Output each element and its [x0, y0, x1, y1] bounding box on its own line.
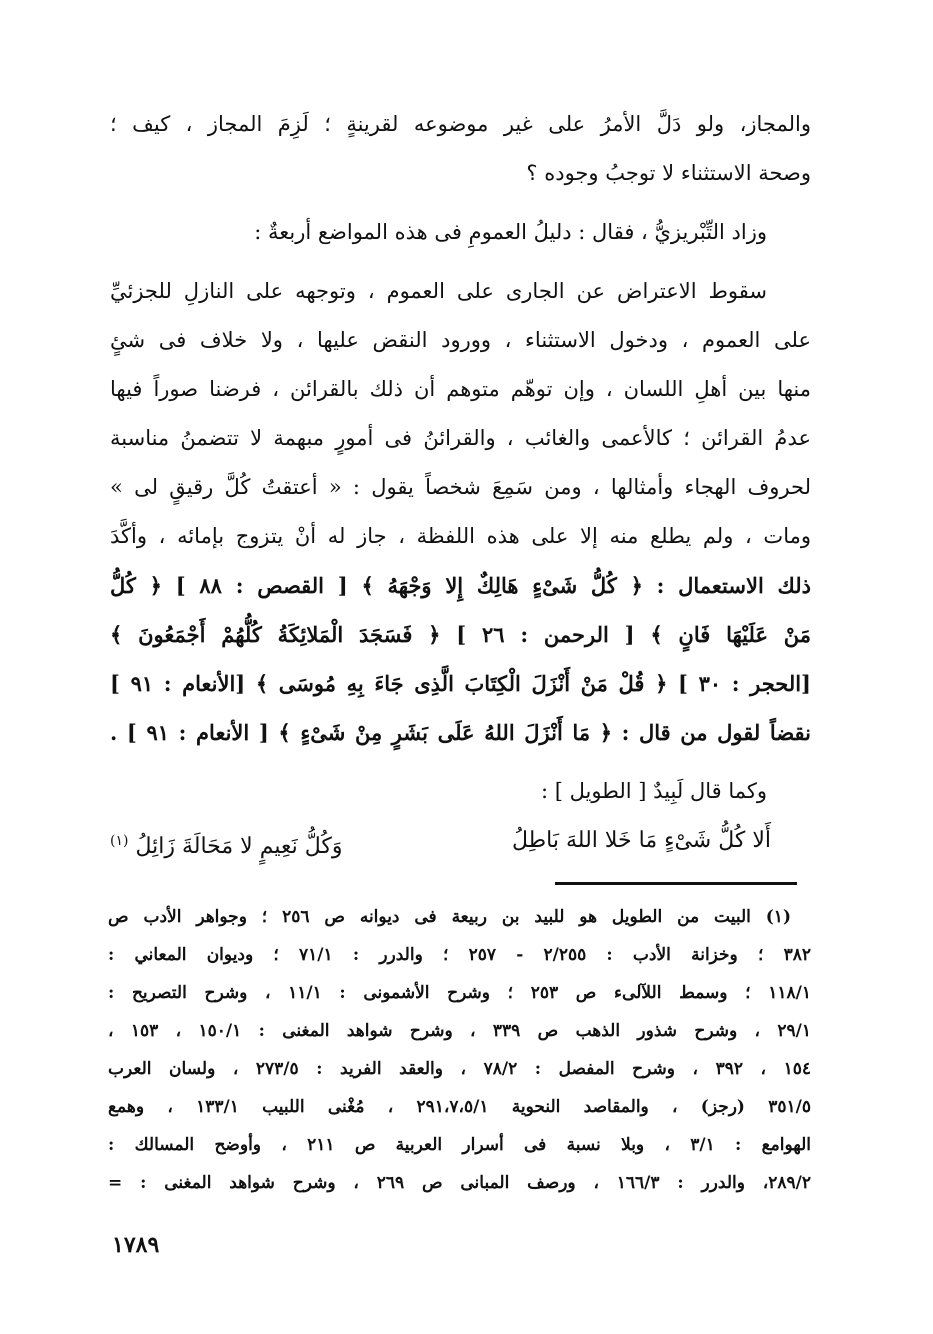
- footnotes: [108, 898, 811, 1202]
- footnote-line: ٢٨٩/٢، والدرر : ١٦٦/٣ ، ورصف المبانى ص ٢٦٩ ، وشرح شواهد المغنى : =: [108, 1173, 811, 1193]
- verse-hemistich-second: وَكُلُّ نَعِيمٍ لا مَحَالَةَ زَائِلُ $^{(١)}$: [110, 833, 343, 860]
- footnote-line: الهوامع : ٣/١ ، وبلا نسبة فى أسرار العربية ص ٢١١ ، وأوضح المسالك :: [108, 1135, 811, 1155]
- footnote-line: ٣٥١/٥ (رجز) ، والمقاصد النحوية ٢٩١،٧،٥/١ ، مُغْنى اللبيب ١٣٣/١ ، وهمع: [108, 1097, 811, 1117]
- footnote-line: (١) البيت من الطويل هو للبيد بن ربيعة فى ديوانه ص ٢٥٦ ؛ وجواهر الأدب ص: [108, 907, 791, 927]
- text-line: وصحة الاستثناء لا توجبُ وجوده ؟: [526, 161, 811, 185]
- text-line: منها بين أهلِ اللسان ، وإن توهّم متوهم أن ذلك بالقرائن ، فرضنا صوراً فيها: [110, 377, 811, 401]
- paragraph-gap: [110, 198, 811, 208]
- text-line: وكما قال لَبِيدٌ [ الطويل ] :: [540, 779, 767, 803]
- text-line: ومات ، ولم يطلع منه إلا على هذه اللفظة ، جاز له أنْ يتزوج بإمائه ، وأكَّدَ: [110, 524, 811, 548]
- paragraph-gap: [110, 757, 811, 767]
- footnote-line: ١٥٤ ، ٣٩٢ ، وشرح المفصل : ٧٨/٢ ، والعقد الفريد : ٢٧٣/٥ ، ولسان العرب: [108, 1059, 811, 1079]
- paragraph-gap: [110, 257, 811, 267]
- verse-hemistich-first: أَلا كُلُّ شَىْءٍ مَا خَلا اللهَ بَاطِلُ: [512, 828, 771, 853]
- text-line: والمجاز، ولو دَلَّ الأمرُ على غير موضوعه لقرينةٍ ؛ لَزِمَ المجاز ، كيف ؛: [110, 112, 811, 136]
- footnote-reference: (١): [110, 833, 129, 849]
- text-line-quran: مَنْ عَلَيْهَا فَانٍ ﴾ [ الرحمن : ٢٦ ] ﴿ فَسَجَدَ الْمَلائِكَةُ كُلُّهُمْ أَجْمَعُونَ ﴾: [110, 622, 811, 647]
- text-line: عدمُ القرائن ؛ كالأعمى والغائب ، والقرائنُ فى أمورٍ مبهمة لا تتضمنُ مناسبة: [110, 426, 811, 450]
- text-line: سقوط الاعتراض عن الجارى على العموم ، وتوجهه على النازلِ للجزئيِّ: [110, 279, 767, 303]
- text-line-quran: [الحجر : ٣٠ ] ﴿ قُلْ مَنْ أَنْزَلَ الْكِتَابَ الَّذِى جَاءَ بِهِ مُوسَى ﴾ [الأنعام : ٩١ ]: [110, 671, 811, 696]
- footnote-line: ٢٩/١ ، وشرح شذور الذهب ص ٣٣٩ ، وشرح شواهد المغنى : ١٥٠/١ ، ١٥٣ ،: [108, 1021, 811, 1041]
- text-line-quran: ذلك الاستعمال : ﴿ كُلُّ شَىْءٍ هَالِكٌ إِلا وَجْهَهُ ﴾ [ القصص : ٨٨ ] ﴿ كُلُّ: [110, 573, 811, 598]
- footnote-line: ٣٨٢ ؛ وخزانة الأدب : ٢/٢٥٥ - ٢٥٧ ؛ والدرر : ٧١/١ ؛ وديوان المعاني :: [108, 945, 811, 965]
- text-line-quran: نقضاً لقول من قال : ﴿ مَا أَنْزَلَ اللهُ عَلَى بَشَرٍ مِنْ شَىْءٍ ﴾ [ الأنعام : ٩١ ] .: [110, 720, 811, 745]
- text-line: وزاد التِّبْريزيُّ ، فقال : دليلُ العمومِ فى هذه المواضع أربعةٌ :: [254, 220, 767, 244]
- footnote-line: ١١٨/١ ؛ وسمط اللآلىء ص ٢٥٣ ؛ وشرح الأشمونى : ١١/١ ، وشرح التصريح :: [108, 983, 811, 1003]
- footnote-separator: [555, 882, 797, 885]
- poetry-verse: [110, 816, 811, 866]
- main-text: [110, 100, 811, 866]
- text-line: لحروف الهجاء وأمثالها ، ومن سَمِعَ شخصاً يقول : « أعتقتُ كُلَّ رقيقٍ لى »: [110, 475, 811, 499]
- text-line: على العموم ، ودخول الاستثناء ، وورود النقض عليها ، ولا خلاف فى شئٍ: [110, 328, 811, 352]
- page-number: ١٧٨٩: [112, 1232, 160, 1258]
